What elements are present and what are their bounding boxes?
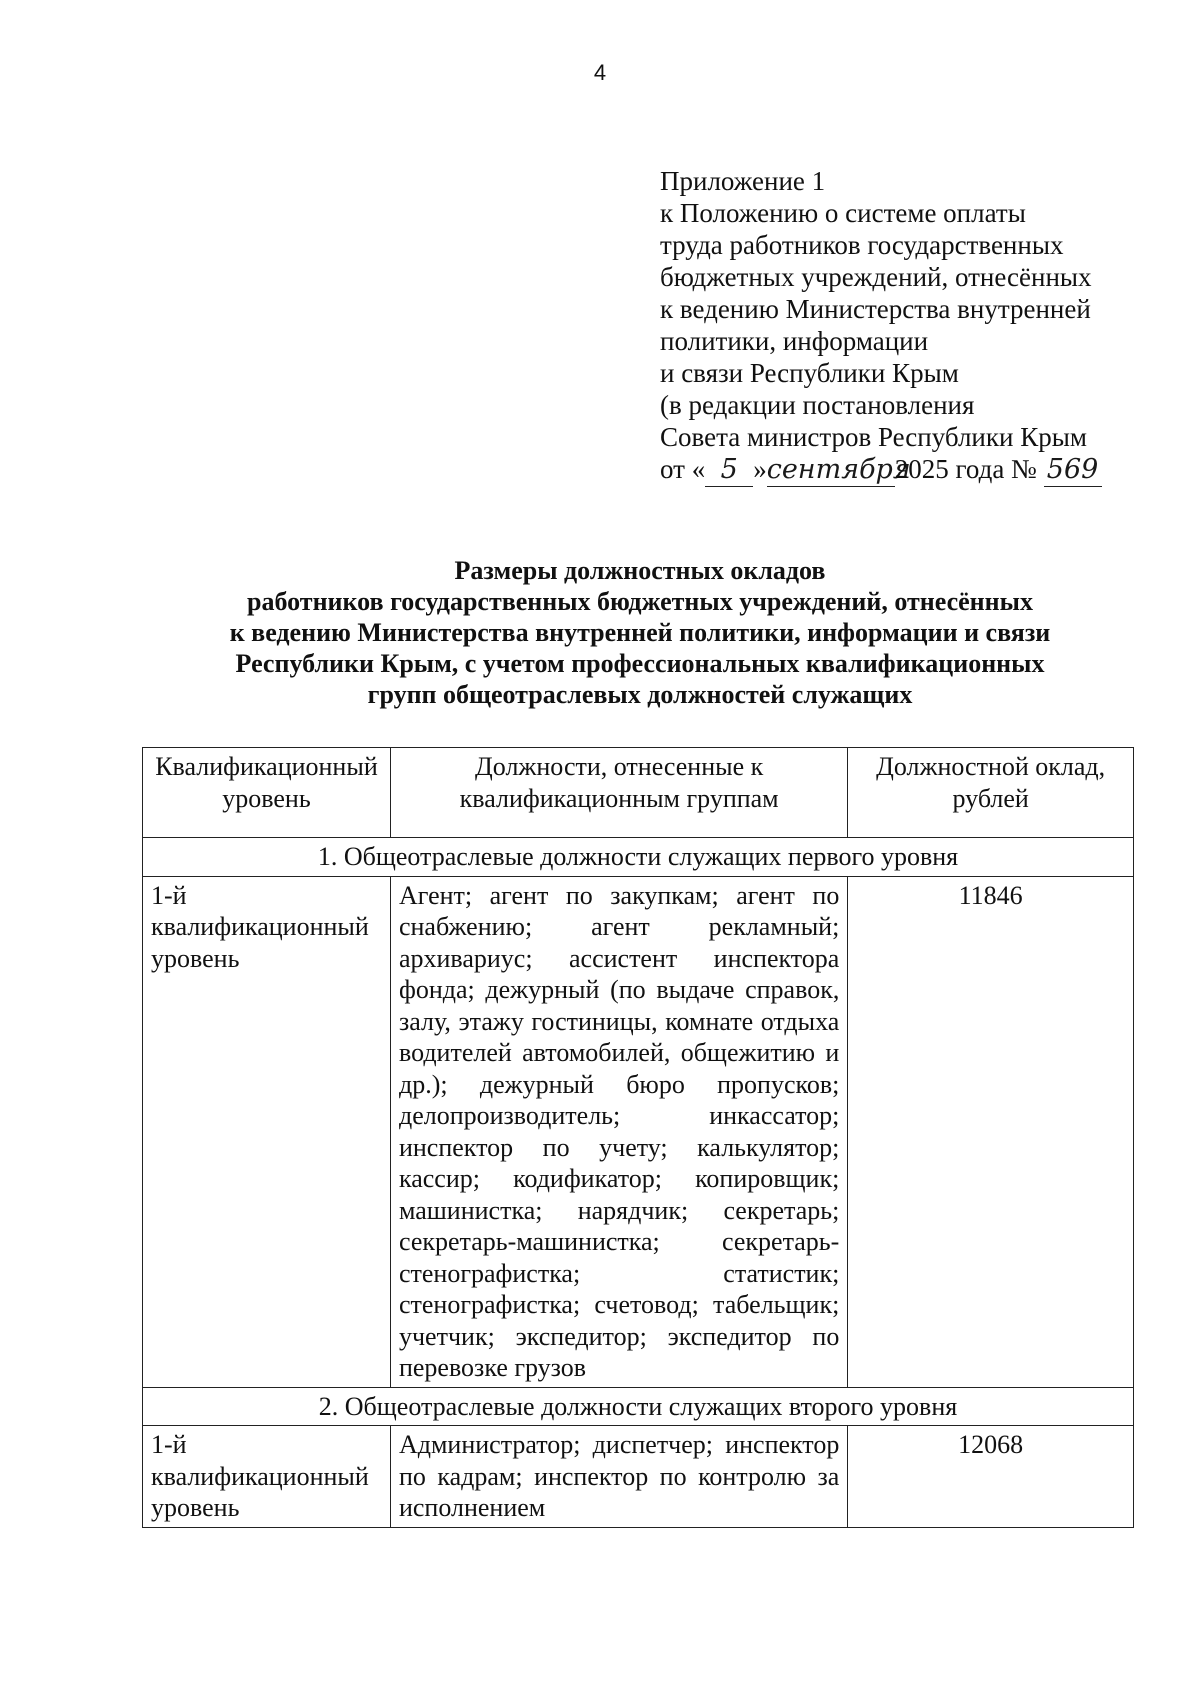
appendix-line: политики, информации bbox=[660, 326, 929, 356]
positions-cell: Администратор; диспетчер; инспектор по кадрам; инспектор по контролю за исполнением bbox=[390, 1426, 847, 1528]
salary-table bbox=[142, 747, 1134, 1528]
document-title bbox=[140, 555, 1140, 710]
positions-cell: Агент; агент по закупкам; агент по снабжению; агент рекламный; архивариус; ассистент инспектора фонда; дежурный (по выдаче справок, залу, этажу гостиницы, комнате отдыха водителей автомобилей, общежитию и др.); дежурный бюро пропусков; делопроизводитель; инкассатор; инспектор по учету; калькулятор; кассир; кодификатор; копировщик; машинистка; нарядчик; секретарь; секретарь-машинистка; секретарь-стенографистка; статистик; стенографистка; счетовод; табельщик; учетчик; экспедитор; экспедитор по перевозке грузов bbox=[390, 876, 847, 1387]
table-header-row bbox=[143, 748, 1134, 838]
appendix-line: труда работников государственных bbox=[660, 230, 1064, 260]
date-prefix: от « bbox=[660, 454, 706, 484]
appendix-line: к Положению о системе оплаты bbox=[660, 198, 1026, 228]
title-line: групп общеотраслевых должностей служащих bbox=[367, 680, 913, 709]
section-title: 1. Общеотраслевые должности служащих первого уровня bbox=[143, 838, 1134, 877]
header-salary: Должностной оклад, рублей bbox=[848, 748, 1134, 838]
date-month-handwritten: сентября bbox=[766, 454, 911, 485]
table-row bbox=[143, 876, 1134, 1387]
section-title: 2. Общеотраслевые должности служащих второго уровня bbox=[143, 1387, 1134, 1426]
salary-cell: 12068 bbox=[848, 1426, 1134, 1528]
appendix-block bbox=[660, 165, 1180, 487]
header-level: Квалификационный уровень bbox=[143, 748, 391, 838]
appendix-date-line bbox=[660, 453, 1180, 487]
title-line: Республики Крым, с учетом профессиональных квалификационных bbox=[235, 649, 1045, 678]
title-line: Размеры должностных окладов bbox=[454, 556, 826, 585]
section-row bbox=[143, 1387, 1134, 1426]
title-line: к ведению Министерства внутренней политики, информации и связи bbox=[229, 618, 1051, 647]
title-line: работников государственных бюджетных учреждений, отнесённых bbox=[247, 587, 1033, 616]
appendix-line: Совета министров Республики Крым bbox=[660, 422, 1087, 452]
section-row bbox=[143, 838, 1134, 877]
date-day-handwritten: 5 bbox=[705, 454, 753, 487]
header-positions: Должности, отнесенные к квалификационным группам bbox=[390, 748, 847, 838]
date-suffix: 2025 года № bbox=[894, 454, 1037, 484]
level-cell: 1-й квалификационный уровень bbox=[143, 876, 391, 1387]
date-mid: » bbox=[753, 454, 767, 484]
salary-cell: 11846 bbox=[848, 876, 1134, 1387]
appendix-line: Приложение 1 bbox=[660, 166, 826, 196]
appendix-line: к ведению Министерства внутренней bbox=[660, 294, 1091, 324]
table-row bbox=[143, 1426, 1134, 1528]
appendix-line: и связи Республики Крым bbox=[660, 358, 959, 388]
level-cell: 1-й квалификационный уровень bbox=[143, 1426, 391, 1528]
doc-number-handwritten: 569 bbox=[1044, 454, 1102, 487]
appendix-line: бюджетных учреждений, отнесённых bbox=[660, 262, 1092, 292]
appendix-line: (в редакции постановления bbox=[660, 390, 975, 420]
page-number: 4 bbox=[593, 60, 607, 85]
